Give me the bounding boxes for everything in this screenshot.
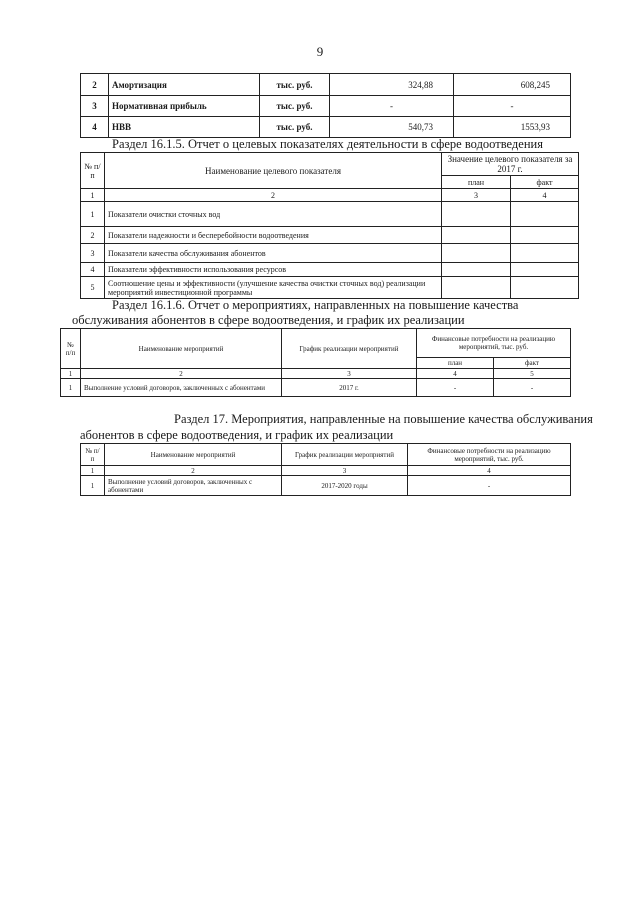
activities-plan-table <box>80 443 571 496</box>
header-fact: факт <box>511 176 579 189</box>
table-row <box>61 379 571 397</box>
header-fact: факт <box>494 358 571 369</box>
header-plan: план <box>417 358 494 369</box>
table-row <box>81 244 579 263</box>
row-value-1: - <box>330 96 454 117</box>
row-unit: тыс. руб. <box>260 117 330 138</box>
row-value-1: 540,73 <box>330 117 454 138</box>
row-schedule: 2017 г. <box>282 379 417 397</box>
row-name: НВВ <box>109 117 260 138</box>
row-name: Соотношение цены и эффективности (улучшение качества очистки сточных вод) реализации мероприятий инвестиционной программы <box>105 277 442 299</box>
index-row <box>81 189 579 202</box>
page-number: 9 <box>316 44 324 59</box>
header-indicator-name: Наименование целевого показателя <box>105 153 442 189</box>
header-activity-name: Наименование мероприятий <box>105 444 282 466</box>
row-name: Показатели надежности и бесперебойности водоотведения <box>105 227 442 244</box>
row-value-2: 608,245 <box>454 74 571 96</box>
index-cell: 2 <box>81 369 282 379</box>
header-schedule: График реализации мероприятий <box>282 444 408 466</box>
index-cell: 4 <box>408 466 571 476</box>
index-cell: 1 <box>61 369 81 379</box>
index-cell: 1 <box>81 189 105 202</box>
section-17-title-line-1: Раздел 17. Мероприятия, направленные на повышение качества обслуживания <box>174 412 593 426</box>
table-row <box>81 263 579 277</box>
row-number: 3 <box>81 244 105 263</box>
index-cell: 4 <box>417 369 494 379</box>
header-plan: план <box>442 176 511 189</box>
row-name: Показатели очистки сточных вод <box>105 202 442 227</box>
budget-table <box>80 73 571 138</box>
header-finance: Финансовые потребности на реализацию мероприятий, тыс. руб. <box>417 329 571 358</box>
index-cell: 3 <box>282 369 417 379</box>
row-name: Показатели качества обслуживания абонентов <box>105 244 442 263</box>
table-row <box>81 277 579 299</box>
row-name: Показатели эффективности использования ресурсов <box>105 263 442 277</box>
index-cell: 3 <box>442 189 511 202</box>
row-name: Нормативная прибыль <box>109 96 260 117</box>
row-number: 1 <box>61 379 81 397</box>
row-plan: - <box>417 379 494 397</box>
row-number: 2 <box>81 74 109 96</box>
index-cell: 1 <box>81 466 105 476</box>
row-number: 5 <box>81 277 105 299</box>
table-row <box>81 476 571 496</box>
row-finance: - <box>408 476 571 496</box>
index-row <box>61 369 571 379</box>
table-row <box>81 227 579 244</box>
row-name: Амортизация <box>109 74 260 96</box>
header-number: № п/п <box>61 329 81 369</box>
header-finance: Финансовые потребности на реализацию мероприятий, тыс. руб. <box>408 444 571 466</box>
row-number: 4 <box>81 117 109 138</box>
row-value-1: 324,88 <box>330 74 454 96</box>
header-number: № п/п <box>81 153 105 189</box>
row-number: 4 <box>81 263 105 277</box>
header-activity-name: Наименование мероприятий <box>81 329 282 369</box>
section-16-1-5-title: Раздел 16.1.5. Отчет о целевых показателях деятельности в сфере водоотведения <box>112 137 543 151</box>
table-row <box>81 74 571 96</box>
row-number: 2 <box>81 227 105 244</box>
row-value-2: 1553,93 <box>454 117 571 138</box>
section-17-title-line-2: абонентов в сфере водоотведения, и график их реализации <box>80 428 394 442</box>
header-number: № п/п <box>81 444 105 466</box>
index-cell: 4 <box>511 189 579 202</box>
index-cell: 3 <box>282 466 408 476</box>
row-number: 1 <box>81 476 105 496</box>
row-number: 3 <box>81 96 109 117</box>
row-fact: - <box>494 379 571 397</box>
section-16-1-6-title-line-2: обслуживания абонентов в сфере водоотведения, и график их реализации <box>72 313 465 327</box>
index-row <box>81 466 571 476</box>
index-cell: 2 <box>105 189 442 202</box>
table-row <box>81 117 571 138</box>
row-unit: тыс. руб. <box>260 96 330 117</box>
row-value-2: - <box>454 96 571 117</box>
row-name: Выполнение условий договоров, заключенных с абонентами <box>81 379 282 397</box>
table-row <box>81 202 579 227</box>
row-name: Выполнение условий договоров, заключенных с абонентами <box>105 476 282 496</box>
target-indicators-table <box>80 152 579 299</box>
index-cell: 2 <box>105 466 282 476</box>
header-schedule: График реализации мероприятий <box>282 329 417 369</box>
index-cell: 5 <box>494 369 571 379</box>
activities-report-table <box>60 328 571 397</box>
section-16-1-6-title-line-1: Раздел 16.1.6. Отчет о мероприятиях, направленных на повышение качества <box>112 298 519 312</box>
table-row <box>81 96 571 117</box>
header-target-value: Значение целевого показателя за 2017 г. <box>442 153 579 176</box>
row-schedule: 2017-2020 годы <box>282 476 408 496</box>
row-unit: тыс. руб. <box>260 74 330 96</box>
row-number: 1 <box>81 202 105 227</box>
